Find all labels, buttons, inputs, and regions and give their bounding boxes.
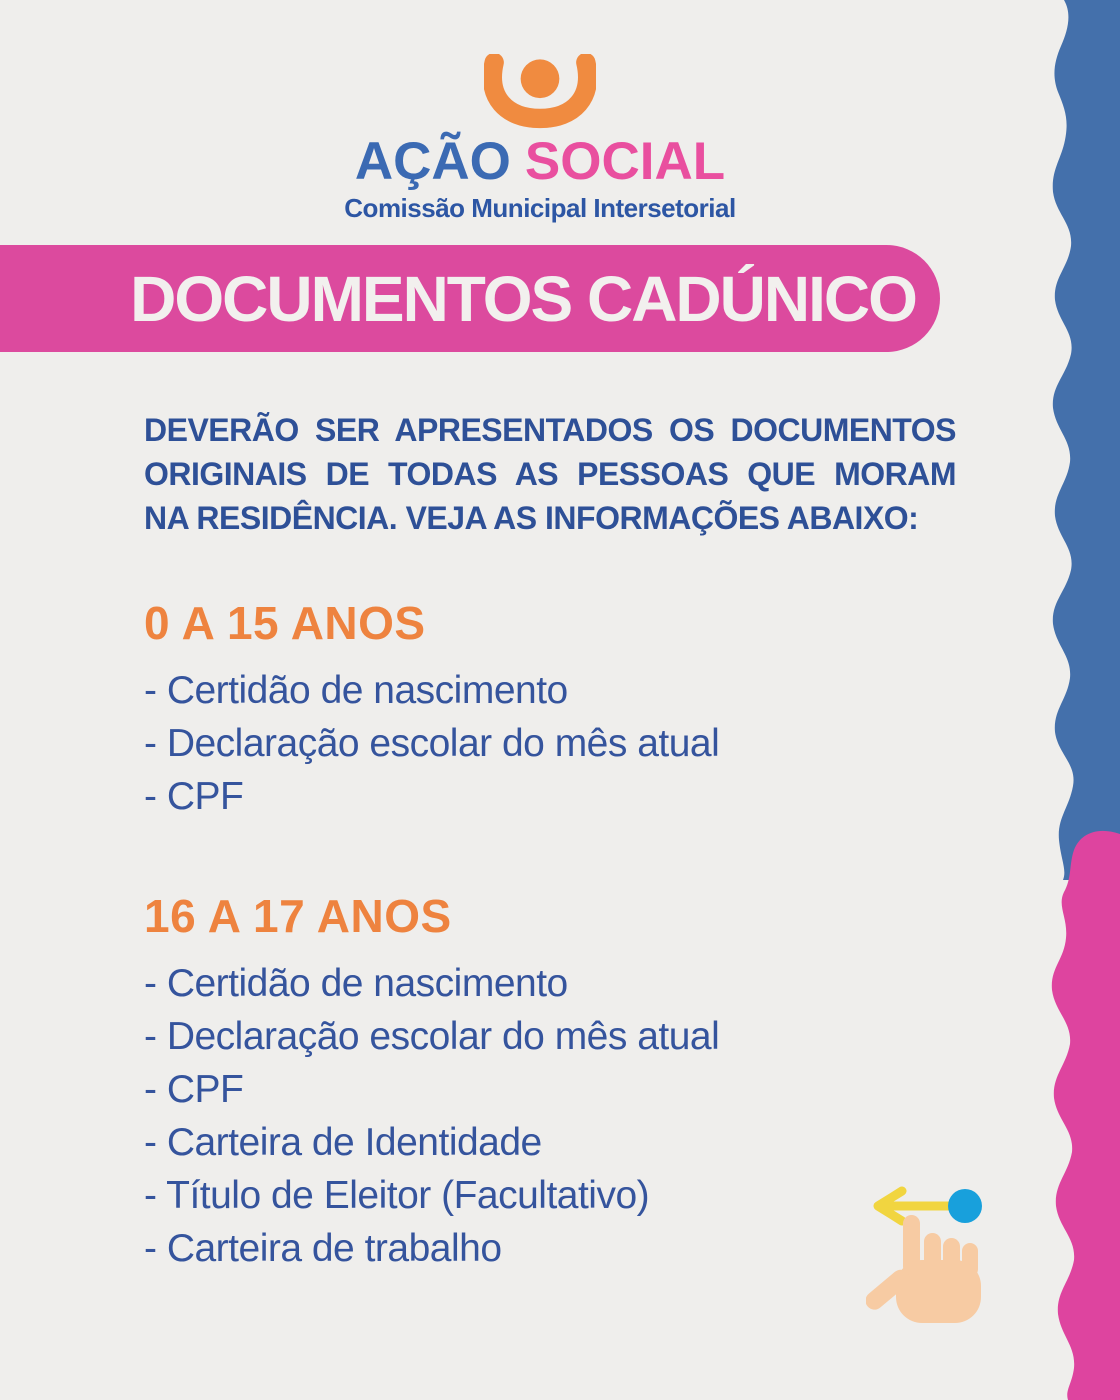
- logo-title-acao: AÇÃO: [354, 132, 511, 191]
- page-title: DOCUMENTOS CADÚNICO: [130, 262, 916, 335]
- person-raised-arms-icon: [484, 54, 596, 132]
- document-list-0-15: [144, 664, 719, 823]
- swipe-left-hint[interactable]: [866, 1186, 994, 1336]
- touch-dot-icon: [948, 1189, 982, 1223]
- list-item: - Declaração escolar do mês atual: [144, 1015, 720, 1058]
- hand-pointer-icon: [866, 1215, 981, 1323]
- logo-title-social: SOCIAL: [524, 132, 726, 191]
- list-item: - Certidão de nascimento: [144, 962, 568, 1005]
- document-list-16-17: [144, 957, 719, 1275]
- blue-wave-decoration: [1040, 0, 1120, 880]
- logo-title: [140, 134, 940, 190]
- section-heading-0-15: 0 A 15 ANOS: [144, 597, 426, 649]
- list-item: - CPF: [144, 775, 244, 818]
- intro-line: NA RESIDÊNCIA. VEJA AS INFORMAÇÕES ABAIXO:: [144, 500, 919, 536]
- section-heading-16-17: 16 A 17 ANOS: [144, 890, 452, 942]
- list-item: - Certidão de nascimento: [144, 669, 568, 712]
- intro-text: [144, 408, 956, 540]
- pink-wave-decoration: [1035, 826, 1120, 1400]
- logo: [140, 54, 940, 224]
- intro-line: DEVERÃO SER APRESENTADOS OS DOCUMENTOS: [144, 412, 956, 448]
- intro-line: ORIGINAIS DE TODAS AS PESSOAS QUE MORAM: [144, 456, 956, 492]
- title-banner: [0, 245, 940, 352]
- list-item: - Carteira de Identidade: [144, 1121, 542, 1164]
- list-item: - Declaração escolar do mês atual: [144, 722, 720, 765]
- logo-subtitle: Comissão Municipal Intersetorial: [344, 193, 736, 223]
- swipe-left-gesture-icon: [866, 1186, 994, 1336]
- list-item: - Título de Eleitor (Facultativo): [144, 1174, 650, 1217]
- list-item: - CPF: [144, 1068, 244, 1111]
- list-item: - Carteira de trabalho: [144, 1227, 502, 1270]
